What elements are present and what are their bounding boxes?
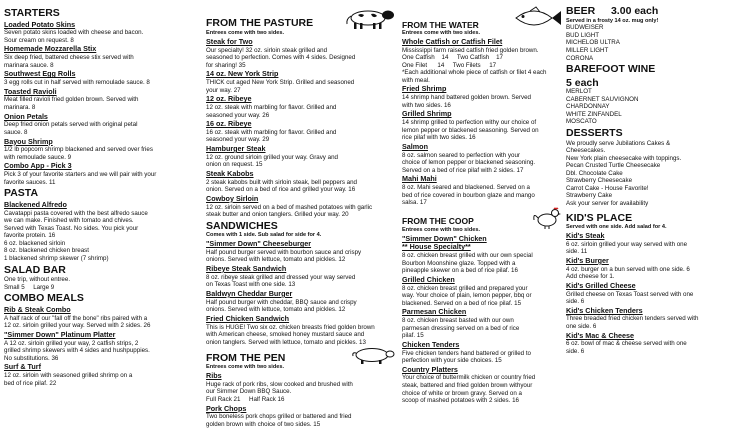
menu-item xyxy=(206,145,398,169)
sandwiches-title: SANDWICHES xyxy=(206,219,278,232)
combo-meals-title: COMBO MEALS xyxy=(4,292,84,305)
menu-item xyxy=(206,265,398,289)
item-desc: Seven potato skins loaded with cheese and bacon. Sour cream on request. 8 xyxy=(4,29,144,44)
wine-list: MERLOT CABERNET SAUVIGNON CHARDONNAY WHITE ZINFANDEL MOSCATO xyxy=(566,88,639,126)
item-name: Pork Chops xyxy=(206,403,247,413)
pasta-title: PASTA xyxy=(4,187,39,200)
menu-item xyxy=(402,308,562,339)
pig-icon xyxy=(348,346,398,364)
item-desc: 4 oz. burger on a bun served with one side. 6 Add cheese for 1. xyxy=(566,265,690,281)
menu-item xyxy=(4,138,202,162)
menu-item xyxy=(402,38,562,85)
menu-item xyxy=(206,405,398,428)
cow-icon xyxy=(340,6,398,30)
menu-item xyxy=(402,143,562,174)
pen-subtitle: Entrees come with two sides. xyxy=(206,364,285,371)
menu-item xyxy=(206,70,398,94)
menu-item xyxy=(402,235,562,275)
item-name: Kid's Mac & Cheese xyxy=(566,330,635,340)
item-name: Cowboy Sirloin xyxy=(206,193,259,203)
item-name: Loaded Potato Skins xyxy=(4,19,76,29)
kids-subtitle: Served with one side. Add salad for 4. xyxy=(566,224,667,231)
item-desc: 12 oz. steak with marbling for flavor. Grilled and seasoned your way. 26 xyxy=(206,103,337,119)
desserts-title: DESSERTS xyxy=(566,126,623,139)
menu-item xyxy=(566,232,742,256)
item-name: "Simmer Down" Chicken ** House Specialty** xyxy=(402,233,487,252)
column-starters xyxy=(4,6,202,428)
menu-item xyxy=(206,240,398,264)
item-name: Kid's Grilled Cheese xyxy=(566,280,636,290)
wine-price: 5 each xyxy=(566,76,599,89)
column-pasture-sandwiches xyxy=(206,6,398,428)
item-name: Kid's Burger xyxy=(566,255,609,265)
item-name: 16 oz. Ribeye xyxy=(206,119,252,129)
menu-item xyxy=(4,70,202,86)
item-desc: Huge rack of pork ribs, slow cooked and brushed with our Simmer Down BBQ Sauce. Full Rack 21 Half Rack 16 xyxy=(206,380,353,403)
item-desc: 16 oz. steak with marbling for flavor. Grilled and seasoned your way. 29 xyxy=(206,128,337,144)
item-desc: Cavatappi pasta covered with the best alfredo sauce we can make. Finished with tomato and chives. Served with Texas Toast. No sides. You pick your favorite protein. 16 xyxy=(4,209,148,240)
item-name: Rib & Steak Combo xyxy=(4,304,71,314)
item-desc: Half pound burger with cheddar, BBQ sauce and crispy onions. Served with lettuce, tomato and pickles. 12 xyxy=(206,298,357,314)
chicken-icon xyxy=(532,207,562,229)
item-desc: Half pound burger served with bourbon sauce and crispy onions. Served with lettuce, tomato and pickles. 12 xyxy=(206,248,362,264)
item-desc: 12 oz. ground sirloin grilled your way. Gravy and onion on request. 15 xyxy=(206,153,338,169)
beer-header xyxy=(566,6,742,18)
item-name: Country Platters xyxy=(402,364,458,374)
menu-item xyxy=(4,363,202,387)
menu-item xyxy=(4,88,202,112)
menu-item xyxy=(206,95,398,119)
water-title: FROM THE WATER xyxy=(402,19,479,30)
item-desc: 2 steak kabobs built with sirloin steak, bell peppers and onion. Served on a bed of rice and grilled your way. 16 xyxy=(206,178,357,194)
item-desc: Deep fried onion petals served with original petal sauce. 8 xyxy=(4,121,138,136)
salad-bar-title: SALAD BAR xyxy=(4,263,66,276)
item-desc: 6 oz. sirloin grilled your way served with one side. 11 xyxy=(566,240,688,256)
item-name: Combo App - Pick 3 xyxy=(4,161,72,171)
menu-item xyxy=(4,306,202,330)
starters-list xyxy=(4,21,202,187)
item-name: Surf & Turf xyxy=(4,362,41,372)
menu-item xyxy=(566,282,742,306)
water-subtitle: Entrees come with two sides. xyxy=(402,30,481,36)
item-name: "Simmer Down" Cheeseburger xyxy=(206,239,312,249)
menu-item xyxy=(206,290,398,314)
item-desc: 12 oz. sirloin served on a bed of mashed potatoes with garlic steak butter and onion tanglers. Grilled your way. 20 xyxy=(206,203,373,219)
item-name: 12 oz. Ribeye xyxy=(206,94,252,104)
item-desc: 3 egg rolls cut in half served with remoulade sauce. 8 xyxy=(4,79,150,87)
menu-item xyxy=(4,21,202,45)
item-name: Steak for Two xyxy=(206,36,253,46)
menu-item xyxy=(566,257,742,281)
item-desc: Three breaded fried chicken tenders served with one side. 6 xyxy=(566,315,699,331)
menu-item xyxy=(206,372,398,403)
item-desc: 8 oz. chicken breast grilled and prepared your way. Your choice of plain, lemon pepper, bbq or blackened. Served on a bed of rice pilaf. 15 xyxy=(402,284,532,307)
menu-item xyxy=(206,170,398,194)
pen-title: FROM THE PEN xyxy=(206,351,286,364)
item-name: Fried Shrimp xyxy=(402,84,447,94)
pen-header xyxy=(206,346,398,364)
item-name: Grilled Chicken xyxy=(402,274,455,284)
beer-subtitle: Served in a frosty 14 oz. mug only! xyxy=(566,17,659,24)
column-water-coop xyxy=(402,6,562,428)
menu-item xyxy=(402,85,562,109)
menu-item xyxy=(206,195,398,219)
menu-item xyxy=(402,175,562,206)
item-desc: THICK cut aged New York Strip. Grilled and seasoned your way. 27 xyxy=(206,79,355,94)
item-name: Whole Catfish or Catfish Filet xyxy=(402,36,503,46)
item-desc: A half rack of our "fall off the bone" ribs paired with a 12 oz. sirloin grilled your way. Served with 2 sides. 26 xyxy=(4,314,151,330)
item-name: Kid's Chicken Tenders xyxy=(566,305,643,315)
menu-item xyxy=(402,110,562,141)
item-name: 14 oz. New York Strip xyxy=(206,69,279,79)
item-desc: 8 oz. ribeye steak grilled and dressed your way served on Texas Toast with one side. 13 xyxy=(206,273,356,289)
coop-subtitle: Entrees come with two sides. xyxy=(402,226,481,233)
item-name: Steak Kabobs xyxy=(206,168,254,178)
item-name: "Simmer Down" Platinum Platter xyxy=(4,329,116,339)
item-name: Grilled Shrimp xyxy=(402,109,452,119)
item-desc: This is HUGE! Two six oz. chicken breasts fried golden brown with American cheese, smoked honey mustard sauce and onion tanglers. Served with lettuce, tomato and pickles. 13 xyxy=(206,323,375,346)
item-desc: 8 oz. chicken breast basted with our own parmesan dressing served on a bed of rice pilaf. 15 xyxy=(402,317,520,340)
item-desc: 8 oz. chicken breast grilled with our own special Bourbon Moonshine glaze. Topped with a pineapple skewer on a bed of rice pilaf. 16 xyxy=(402,252,533,275)
item-name: Bayou Shrimp xyxy=(4,136,53,146)
sandwiches-subtitle: Comes with 1 side. Sub salad for side for 4. xyxy=(206,232,322,239)
salad-bar-desc: One trip, without entree. Small 5 Large 9 xyxy=(4,276,71,291)
item-desc: A 12 oz. sirloin grilled your way, 2 catfish strips, 2 grilled shrimp skewers with 4 sides and hushpuppies. No substitutions. 36 xyxy=(4,339,150,362)
kids-title: KID'S PLACE xyxy=(566,211,633,224)
coop-title: FROM THE COOP xyxy=(402,216,474,227)
item-desc: Grilled cheese on Texas Toast served with one side. 6 xyxy=(566,290,694,306)
pasta-options: 6 oz. blackened sirloin 8 oz. blackened chicken breast 1 blackened shrimp skewer (7 shrimp) xyxy=(4,239,109,263)
menu-item xyxy=(402,366,562,405)
item-name: Fried Chicken Sandwich xyxy=(206,313,290,323)
item-name: Southwest Egg Rolls xyxy=(4,69,76,79)
item-name: Homemade Mozzarella Stix xyxy=(4,44,97,54)
item-name: Ribeye Steak Sandwich xyxy=(206,263,287,273)
item-desc: Five chicken tenders hand battered or grilled to perfection with your side choices. 15 xyxy=(402,349,531,365)
wine-header xyxy=(566,64,742,88)
item-desc: Meat filled ravioli fried golden brown. Served with marinara. 8 xyxy=(4,96,139,112)
item-name: Baldwyn Cheddar Burger xyxy=(206,288,293,298)
item-desc: 14 shrimp grilled to perfection withy our choice of lemon pepper or blackened seasoning. Served on rice pilaf with two sides. 16 xyxy=(402,119,539,142)
desserts-list: We proudly serve Jubilations Cakes & Cheesecakes. New York plain cheesecake with toppings. Pecan Crusted Turtle Cheesecake Dbl. Chocolate Cake Strawberry Cheesecake Carrot Cake - House Favorite! Strawberry Cake Ask your server for availability xyxy=(566,139,682,208)
menu-item xyxy=(206,38,398,69)
item-desc: 6 oz. bowl of mac & cheese served with one side. 6 xyxy=(566,340,687,355)
menu-item xyxy=(402,276,562,307)
menu-item xyxy=(402,341,562,365)
item-desc: 8 oz. salmon seared to perfection with your choice of lemon pepper or blackened seasoning. Served on a bed of rice pilaf with 2 sides. 17 xyxy=(402,151,536,174)
item-desc: 1/2 lb popcorn shrimp blackened and served over fries with remoulade sauce. 9 xyxy=(4,146,153,161)
item-desc: Six deep fried, battered cheese stix served with marinara sauce. 8 xyxy=(4,54,134,69)
menu-item xyxy=(206,315,398,346)
item-desc: 12 oz. sirloin with seasoned grilled shrimp on a bed of rice pilaf. 22 xyxy=(4,371,133,387)
beer-list: BUDWEISER BUD LIGHT MICHELOB ULTRA MILLER LIGHT CORONA xyxy=(566,24,620,62)
pasture-header xyxy=(206,6,398,30)
item-desc: Pick 3 of your favorite starters and we will pair with your favorite sauces. 11 xyxy=(4,171,157,186)
beer-title: BEER xyxy=(566,6,596,17)
wine-title: BAREFOOT WINE xyxy=(566,63,656,76)
item-desc: 14 shrimp hand battered golden brown. Served with two sides. 16 xyxy=(402,94,531,109)
water-header xyxy=(402,6,562,30)
item-name: Toasted Ravioli xyxy=(4,86,57,96)
menu-item xyxy=(4,113,202,137)
pasture-subtitle: Entrees come with two sides. xyxy=(206,30,285,36)
item-name: Kid's Steak xyxy=(566,230,605,240)
menu-item xyxy=(4,45,202,69)
starters-title: STARTERS xyxy=(4,7,60,19)
item-name: Chicken Tenders xyxy=(402,339,460,349)
menu-item xyxy=(566,332,742,356)
item-name: Salmon xyxy=(402,141,428,151)
item-desc: Your choice of buttermilk chicken or country fried steak, battered and fried golden brown withyour choice of white or brown gravy. Served on a scoop of mashed potatoes with 2 sides. 16 xyxy=(402,374,536,405)
item-desc: Our specialty! 32 oz. sirloin steak grilled and seasoned to perfection. Comes with 4 sides. Designed for sharing! 35 xyxy=(206,46,356,69)
item-name: Blackened Alfredo xyxy=(4,199,67,209)
item-name: Ribs xyxy=(206,371,222,381)
item-name: Mahi Mahi xyxy=(402,174,437,184)
item-name: Onion Petals xyxy=(4,111,48,121)
pasture-title: FROM THE PASTURE xyxy=(206,17,314,30)
column-drinks-desserts-kids xyxy=(566,6,742,428)
menu-item xyxy=(566,307,742,331)
item-desc: 8 oz. Mahi seared and blackened. Served on a bed of rice covered in bourbon glaze and mango salsa. 17 xyxy=(402,184,535,207)
menu-item xyxy=(4,162,202,186)
item-desc: Two boneless pork chops grilled or battered and fried golden brown with choice of two sides. 15 xyxy=(206,413,352,428)
item-desc: Mississippi farm raised catfish fried golden brown. One Catfish 14 Two Catfish 17 One Filet 14 Two Filets 17 *Each additional whole piece of catfish or filet 4 each with meal. xyxy=(402,46,547,84)
item-name: Hamburger Steak xyxy=(206,144,266,153)
menu-item xyxy=(206,120,398,144)
menu-item xyxy=(4,331,202,362)
fish-icon xyxy=(510,6,562,30)
coop-header xyxy=(402,207,562,227)
beer-price: 3.00 each xyxy=(610,6,659,17)
item-name: Parmesan Chicken xyxy=(402,307,467,317)
